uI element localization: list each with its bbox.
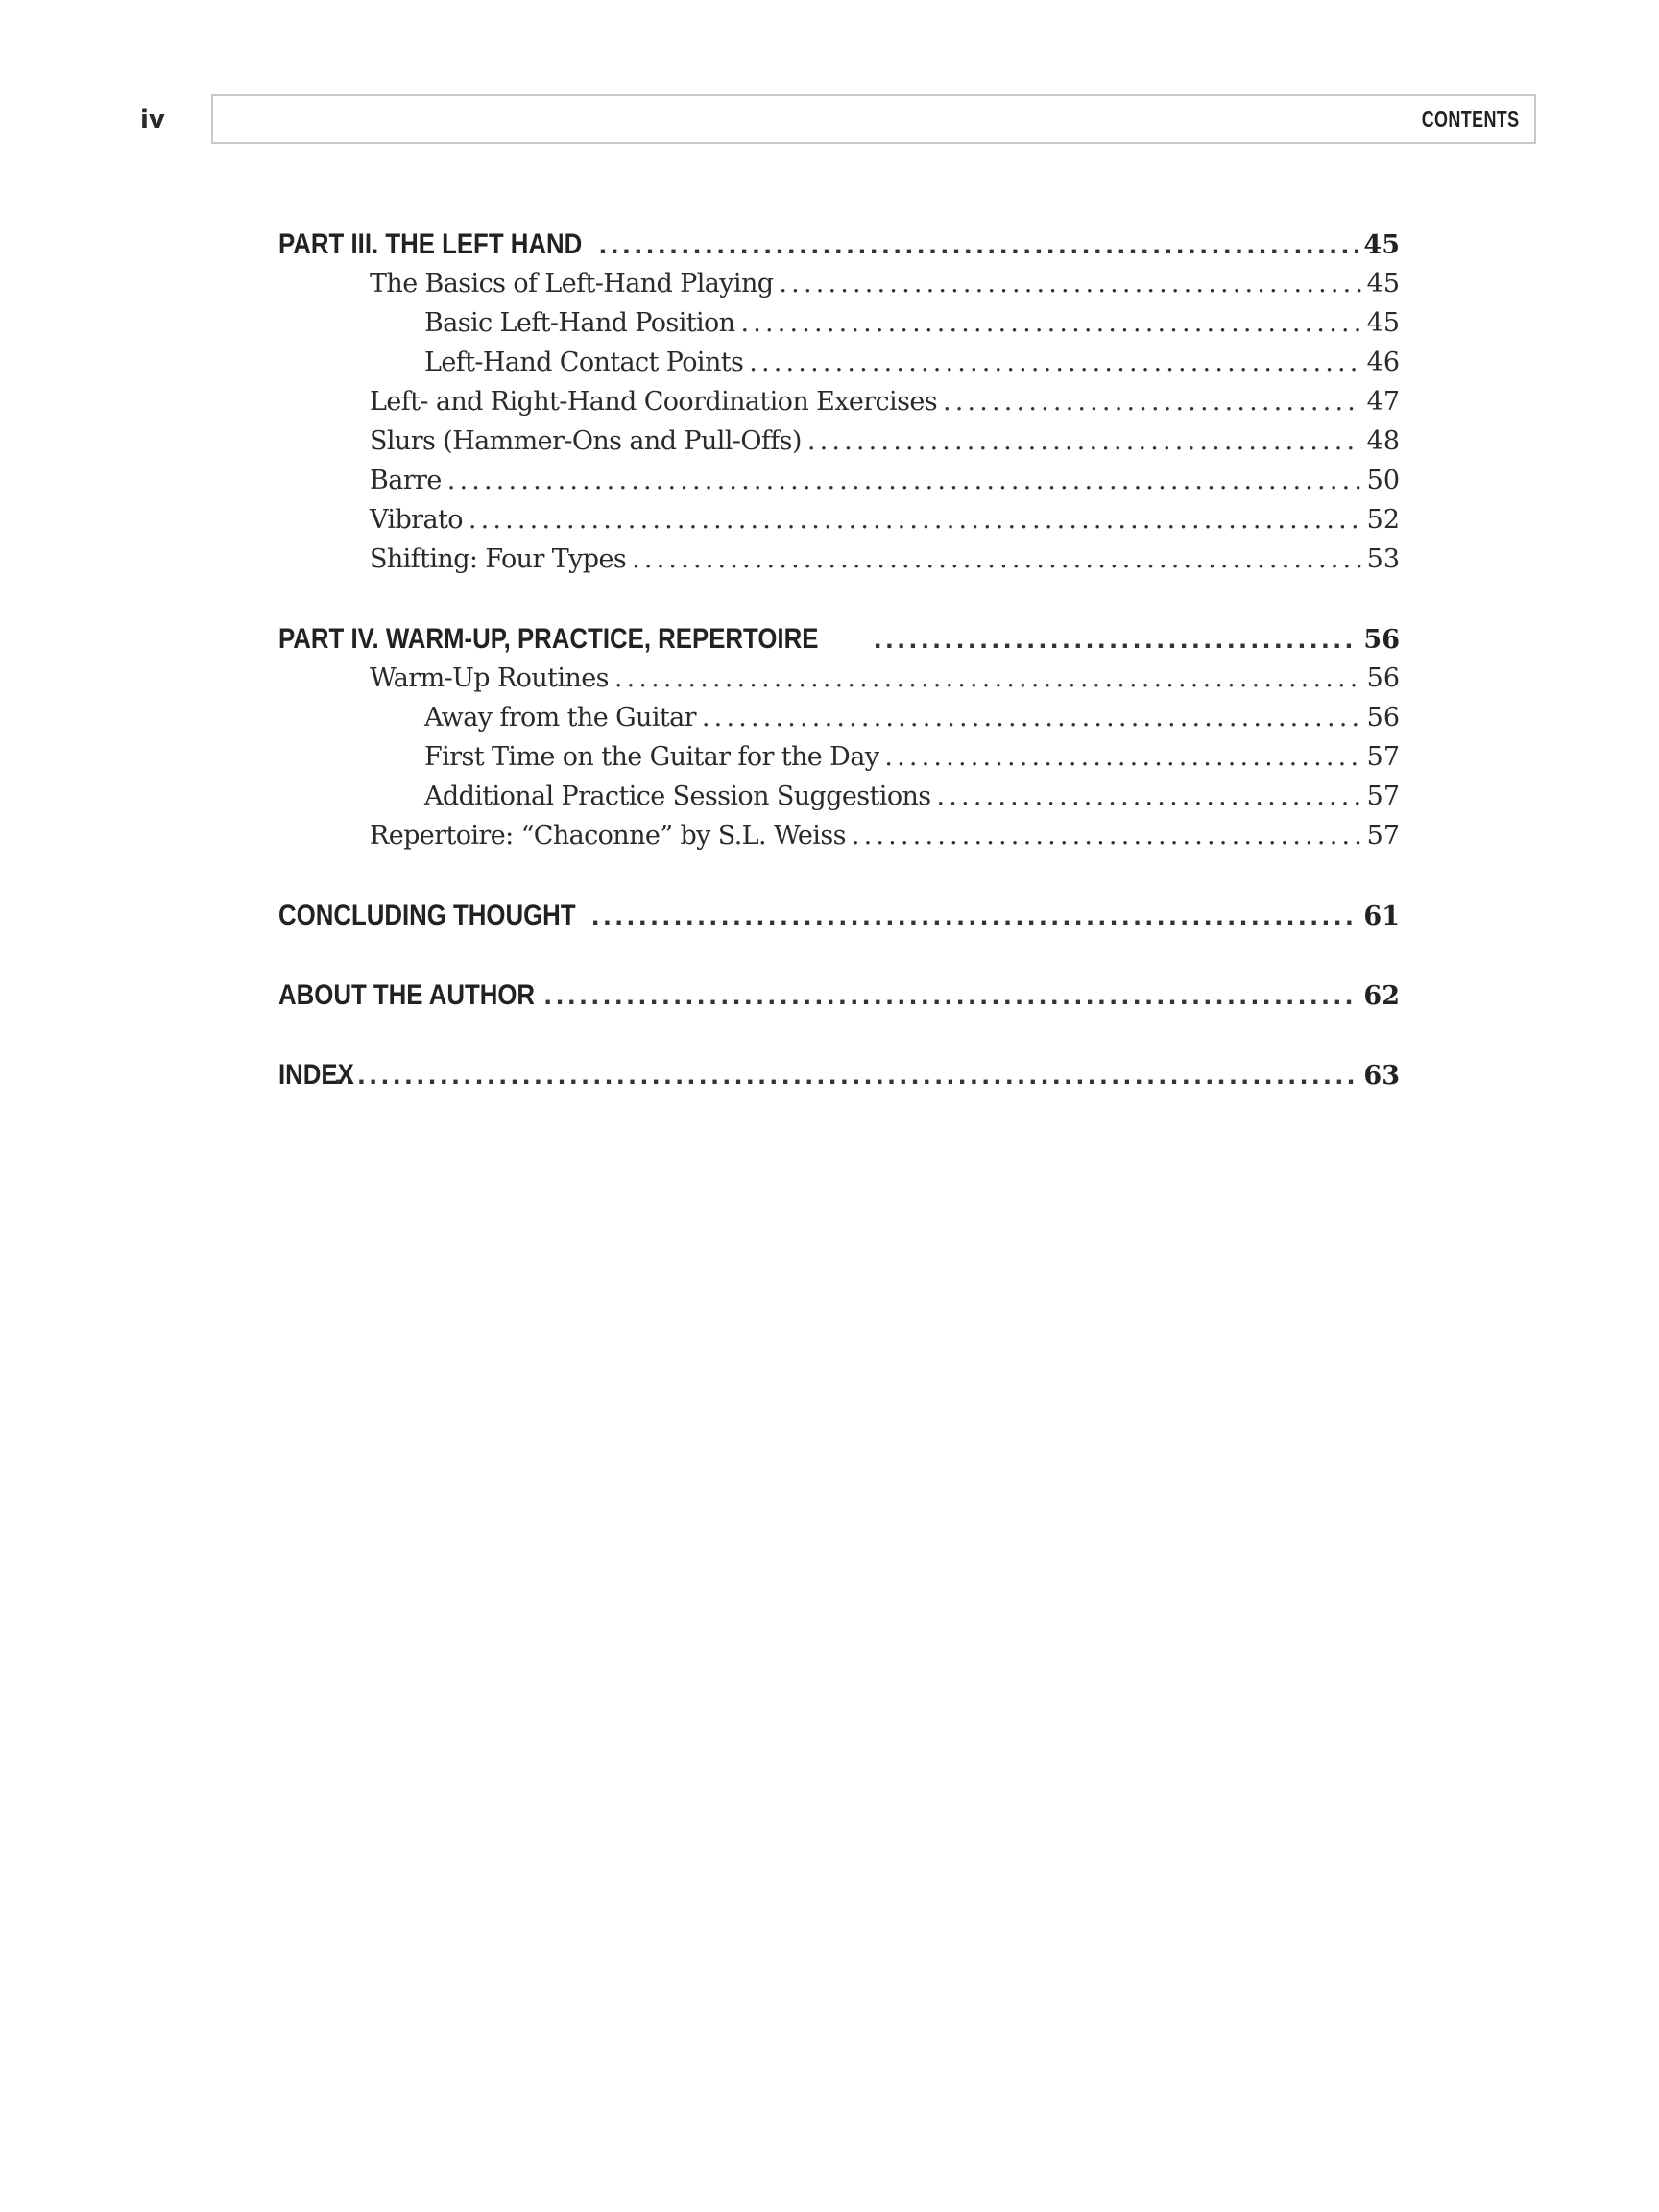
toc-entry-coordination-exercises[interactable] [278, 382, 1400, 421]
toc-entry-page: 56 [1366, 663, 1400, 693]
toc-group-part-3 [278, 225, 1400, 579]
dot-leader [852, 816, 1361, 855]
toc-entry-first-time-on-guitar[interactable] [278, 737, 1400, 777]
toc-entry-page: 53 [1366, 544, 1400, 574]
toc-entry-page: 47 [1366, 387, 1400, 417]
toc-entry-slurs[interactable] [278, 421, 1400, 461]
toc-group-about [278, 975, 1400, 1015]
toc-entry-vibrato[interactable] [278, 500, 1400, 540]
toc-entry-title: Away from the Guitar [424, 703, 696, 733]
dot-leader [807, 421, 1361, 461]
toc-entry-title: The Basics of Left-Hand Playing [370, 269, 774, 299]
toc-entry-index[interactable] [278, 1055, 1400, 1094]
toc-entry-title: Shifting: Four Types [370, 544, 627, 574]
toc-entry-title: Vibrato [370, 505, 463, 535]
dot-leader [447, 461, 1361, 500]
toc-entry-title: PART III. THE LEFT HAND [278, 228, 583, 260]
dot-leader [544, 975, 1358, 1015]
toc-entry-title: CONCLUDING THOUGHT [278, 900, 576, 931]
toc-group-part-4 [278, 619, 1400, 855]
running-header [211, 94, 1536, 144]
toc-entry-barre[interactable] [278, 461, 1400, 500]
toc-entry-title: INDEX [278, 1059, 354, 1091]
dot-leader [599, 225, 1358, 264]
toc-entry-title: Warm-Up Routines [370, 663, 609, 693]
toc-entry-additional-practice[interactable] [278, 777, 1400, 816]
toc-entry-title: Basic Left-Hand Position [424, 308, 735, 338]
toc-entry-page: 61 [1363, 902, 1400, 931]
toc-entry-away-from-guitar[interactable] [278, 698, 1400, 737]
toc-entry-page: 45 [1363, 230, 1400, 260]
toc-entry-part-4[interactable] [278, 619, 1400, 659]
dot-leader [591, 896, 1358, 935]
toc-entry-page: 62 [1363, 981, 1400, 1011]
toc-entry-page: 50 [1366, 466, 1400, 495]
toc-entry-left-hand-contact-points[interactable] [278, 343, 1400, 382]
toc-entry-title: Repertoire: “Chaconne” by S.L. Weiss [370, 821, 846, 851]
toc-entry-part-3[interactable] [278, 225, 1400, 264]
toc-group-index [278, 1055, 1400, 1094]
dot-leader [632, 540, 1361, 579]
dot-leader [702, 698, 1361, 737]
dot-leader [614, 659, 1361, 698]
toc-entry-concluding-thought[interactable] [278, 896, 1400, 935]
toc-entry-page: 63 [1363, 1061, 1400, 1091]
toc-entry-page: 56 [1363, 625, 1400, 655]
toc-entry-title: Left-Hand Contact Points [424, 348, 744, 377]
toc-group-concluding [278, 896, 1400, 935]
toc-entry-title: Barre [370, 466, 442, 495]
toc-entry-title: PART IV. WARM-UP, PRACTICE, REPERTOIRE [278, 623, 819, 655]
toc-entry-basic-left-hand-position[interactable] [278, 303, 1400, 343]
running-header-label: CONTENTS [1421, 107, 1519, 132]
toc-entry-page: 57 [1366, 781, 1400, 811]
toc-entry-page: 46 [1366, 348, 1400, 377]
toc-entry-page: 45 [1366, 308, 1400, 338]
dot-leader [740, 303, 1360, 343]
toc-entry-page: 48 [1366, 426, 1400, 456]
toc-entry-page: 57 [1366, 742, 1400, 772]
toc-entry-warm-up-routines[interactable] [278, 659, 1400, 698]
toc-entry-repertoire[interactable] [278, 816, 1400, 855]
toc-entry-title: Additional Practice Session Suggestions [424, 781, 931, 811]
dot-leader [884, 737, 1360, 777]
dot-leader [874, 619, 1358, 659]
dot-leader [334, 1055, 1358, 1094]
dot-leader [943, 382, 1361, 421]
toc-entry-title: Slurs (Hammer-Ons and Pull-Offs) [370, 426, 802, 456]
page-number: iv [140, 106, 165, 134]
toc-entry-about-the-author[interactable] [278, 975, 1400, 1015]
toc-entry-page: 57 [1366, 821, 1400, 851]
toc-entry-title: Left- and Right-Hand Coordination Exercises [370, 387, 937, 417]
toc-entry-shifting[interactable] [278, 540, 1400, 579]
dot-leader [937, 777, 1361, 816]
dot-leader [469, 500, 1361, 540]
dot-leader [749, 343, 1360, 382]
toc-entry-basics-left-hand[interactable] [278, 264, 1400, 303]
toc-entry-page: 52 [1366, 505, 1400, 535]
dot-leader [779, 264, 1360, 303]
toc-entry-title: ABOUT THE AUTHOR [278, 979, 536, 1011]
toc-entry-page: 56 [1366, 703, 1400, 733]
toc-entry-page: 45 [1366, 269, 1400, 299]
toc-entry-title: First Time on the Guitar for the Day [424, 742, 879, 772]
table-of-contents [278, 225, 1400, 1135]
